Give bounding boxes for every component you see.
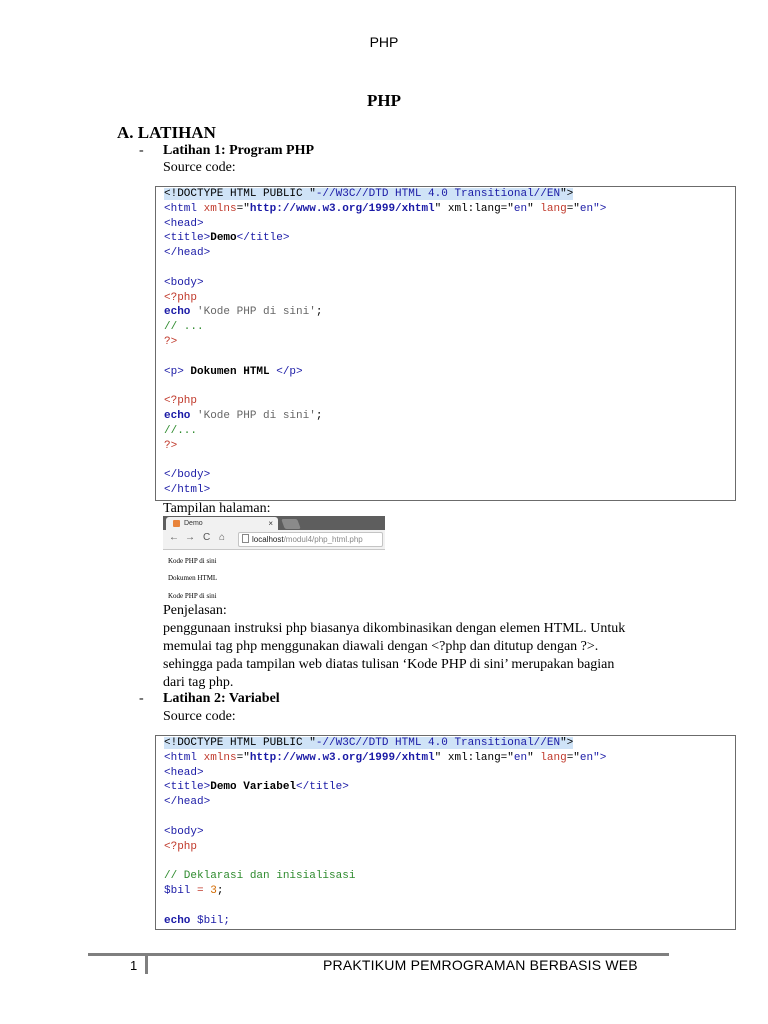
code-line [164, 379, 735, 394]
code-token: <?php [164, 840, 198, 853]
code-line [164, 825, 735, 840]
footer-rule [88, 953, 669, 956]
code-token: en [579, 751, 594, 764]
code-line [164, 276, 735, 291]
code-token: =" [236, 202, 250, 215]
code-token: <html [164, 751, 204, 764]
running-header: PHP [369, 34, 399, 50]
browser-body-line: Kode PHP di sini [168, 557, 217, 565]
code-token: // Deklarasi dan inisialisasi [164, 870, 356, 883]
explanation-label: Penjelasan: [163, 603, 227, 618]
browser-tab [166, 517, 278, 530]
code-token: xmlns [203, 202, 237, 215]
url-path: /modul4/php_html.php [283, 535, 363, 544]
explanation-line: dari tag php. [163, 675, 234, 690]
code-line [164, 780, 735, 795]
explanation-line: penggunaan instruksi php biasanya dikombinasikan dengan elemen HTML. Untuk [163, 621, 626, 636]
code-token: -//W3C//DTD HTML 4.0 Transitional//EN [315, 737, 561, 749]
code-token: =" [566, 751, 580, 764]
code-line [164, 810, 735, 825]
code-line [164, 350, 735, 365]
code-token: Dokumen HTML [183, 365, 277, 378]
exercise-1-title: Latihan 1: Program PHP [163, 143, 315, 158]
url-host: localhost [252, 535, 284, 544]
code-token: </body> [164, 469, 211, 482]
page-number: 1 [130, 958, 138, 973]
code-line [164, 424, 735, 439]
code-token: </html> [164, 483, 211, 496]
footer-text: PRAKTIKUM PEMROGRAMAN BERBASIS WEB [323, 957, 638, 973]
code-token: </p> [276, 365, 303, 378]
code-line [164, 453, 735, 468]
list-dash: - [139, 691, 144, 706]
browser-body-line: Dokumen HTML [168, 574, 218, 582]
code-line [164, 409, 735, 424]
code-line [164, 899, 735, 914]
explanation-line: memulai tag php menggunakan diawali dengan <?php dan ditutup dengan ?>. [163, 639, 599, 654]
code-token: <p> [164, 365, 184, 378]
code-token: <!DOCTYPE HTML PUBLIC " [164, 737, 316, 749]
code-token: $bil [164, 884, 191, 897]
code-token: 'Kode PHP di sini' [190, 306, 316, 319]
code-token: 'Kode PHP di sini' [190, 409, 316, 422]
code-token: " xml:lang=" [434, 751, 514, 764]
exercise-2-title: Latihan 2: Variabel [163, 691, 280, 706]
code-token: en [513, 751, 528, 764]
code-token: 3 [210, 884, 217, 897]
code-line [164, 468, 735, 483]
code-line [164, 884, 735, 899]
new-tab-icon [281, 519, 301, 529]
code-line [164, 231, 735, 246]
code-line [164, 261, 735, 276]
code-token: // ... [164, 321, 204, 334]
browser-screenshot [163, 516, 385, 606]
code-token: <?php [164, 395, 198, 408]
code-token: <?php [164, 291, 198, 304]
code-block-2 [155, 735, 736, 930]
code-line [164, 335, 735, 350]
code-line [164, 854, 735, 869]
browser-body-line: Kode PHP di sini [168, 592, 217, 600]
code-token: <html [164, 202, 204, 215]
code-token: <!DOCTYPE HTML PUBLIC " [164, 188, 316, 200]
code-line [164, 766, 735, 781]
browser-toolbar [163, 530, 385, 550]
code-token: "> [560, 188, 574, 200]
code-token: "> [593, 202, 607, 215]
forward-icon: → [185, 532, 195, 543]
code-token: ; [315, 306, 323, 319]
code-line [164, 217, 735, 232]
list-dash: - [139, 143, 144, 158]
code-token: en [513, 202, 528, 215]
code-line [164, 320, 735, 335]
code-token: $bil; [190, 914, 231, 927]
code-token: " [527, 202, 541, 215]
code-token: </head> [164, 247, 211, 260]
code-line [164, 246, 735, 261]
section-heading: A. LATIHAN [117, 123, 216, 142]
code-token: lang [540, 202, 567, 215]
code-token: ?> [164, 335, 178, 348]
code-token: Demo Variabel [210, 781, 297, 794]
code-token: lang [540, 751, 567, 764]
source-code-label: Source code: [163, 160, 236, 175]
code-token: "> [593, 751, 607, 764]
code-line [164, 840, 735, 855]
code-token: en [579, 202, 594, 215]
reload-icon: C [203, 532, 211, 543]
code-token: <head> [164, 766, 204, 779]
page-view-label: Tampilan halaman: [163, 501, 271, 516]
code-token: echo [164, 306, 191, 319]
browser-tab-bar [163, 516, 385, 530]
code-token: <body> [164, 825, 204, 838]
code-line [164, 483, 735, 498]
code-line [164, 187, 735, 202]
code-token: xmlns [203, 751, 237, 764]
address-bar [238, 532, 383, 547]
code-token: <body> [164, 276, 204, 289]
code-line [164, 439, 735, 454]
code-token: Demo [210, 232, 237, 245]
source-code-label: Source code: [163, 709, 236, 724]
code-token: ?> [164, 439, 178, 452]
code-token: =" [236, 751, 250, 764]
code-token: " xml:lang=" [434, 202, 514, 215]
code-token: -//W3C//DTD HTML 4.0 Transitional//EN [315, 188, 561, 200]
code-line [164, 291, 735, 306]
code-token: <head> [164, 217, 204, 230]
document-title: PHP [367, 91, 401, 110]
page-icon [242, 534, 249, 543]
code-line [164, 394, 735, 409]
tab-close-icon: × [268, 519, 273, 528]
explanation-line: sehingga pada tampilan web diatas tulisan ‘Kode PHP di sini’ merupakan bagian [163, 657, 615, 672]
code-token: </title> [296, 781, 349, 794]
code-token: </title> [236, 232, 290, 245]
code-line [164, 751, 735, 766]
code-line [164, 736, 735, 751]
code-token: </head> [164, 796, 211, 809]
code-line [164, 365, 735, 380]
code-token: = [190, 884, 211, 897]
code-block-1 [155, 186, 736, 501]
code-line [164, 869, 735, 884]
code-token: ; [216, 884, 224, 897]
code-token: http://www.w3.org/1999/xhtml [249, 751, 435, 764]
footer-divider [145, 956, 148, 974]
code-token: ; [315, 409, 323, 422]
code-token: " [527, 751, 541, 764]
home-icon: ⌂ [219, 532, 226, 543]
code-line [164, 795, 735, 810]
code-token: =" [566, 202, 580, 215]
code-token: <title> [164, 781, 211, 794]
code-token: <title> [164, 232, 211, 245]
favicon-icon [173, 520, 180, 527]
tab-title: Demo [184, 520, 203, 527]
code-line [164, 914, 735, 929]
code-token: //... [164, 424, 198, 437]
code-line [164, 305, 735, 320]
code-token: http://www.w3.org/1999/xhtml [249, 202, 435, 215]
code-line [164, 202, 735, 217]
code-token: "> [560, 737, 574, 749]
back-icon: ← [169, 532, 179, 543]
code-token: echo [164, 409, 191, 422]
code-token: echo [164, 914, 191, 927]
